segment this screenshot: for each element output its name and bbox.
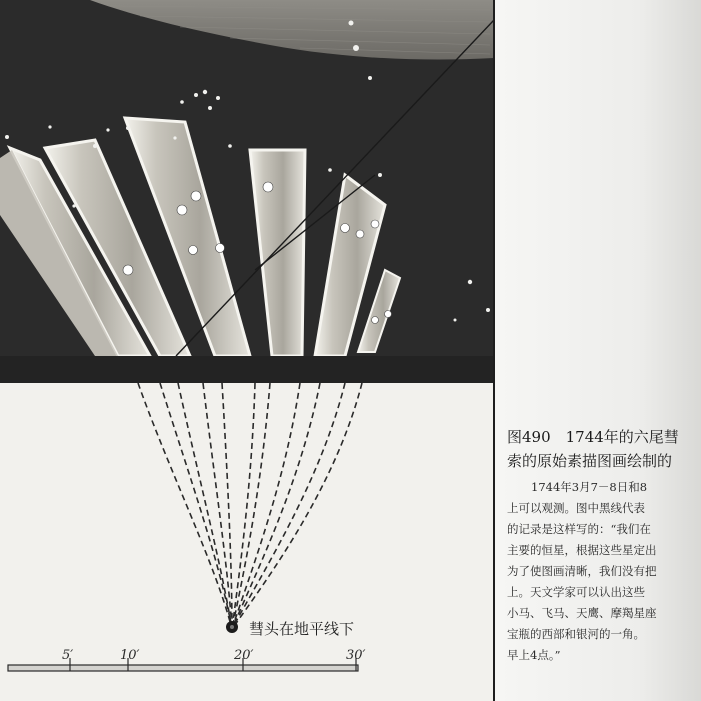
scale-bar bbox=[8, 658, 358, 671]
caption-title-line: 图490 1744年的六尾彗 bbox=[507, 428, 679, 446]
star bbox=[216, 244, 225, 253]
caption-body-line: 的记录是这样写的：“我们在 bbox=[507, 522, 651, 536]
scale-tick-label: 30′ bbox=[346, 648, 366, 663]
star bbox=[356, 230, 364, 238]
tail-line bbox=[232, 383, 300, 629]
caption-body-line: 早上4点。” bbox=[507, 648, 561, 662]
caption-body-line: 小马、飞马、天鹰、摩羯星座 bbox=[507, 606, 657, 620]
star bbox=[371, 220, 379, 228]
tail-line bbox=[232, 383, 320, 629]
comet-nucleus-icon bbox=[226, 621, 238, 633]
star bbox=[177, 205, 187, 215]
star bbox=[189, 246, 198, 255]
nucleus-label: 彗头在地平线下 bbox=[249, 620, 355, 638]
caption-column bbox=[495, 0, 701, 701]
star bbox=[385, 311, 392, 318]
star bbox=[123, 265, 133, 275]
tail-line bbox=[203, 383, 232, 629]
caption-body-line: 上可以观测。图中黑线代表 bbox=[507, 501, 645, 515]
tail-line bbox=[222, 383, 232, 629]
scale-tick-label: 10′ bbox=[120, 648, 140, 663]
scale-tick-label: 5′ bbox=[62, 648, 74, 663]
caption-body-line: 主要的恒星，根据这些星定出 bbox=[507, 543, 657, 557]
star bbox=[372, 317, 379, 324]
caption-body-line: 上。天文学家可以认出这些 bbox=[507, 585, 645, 599]
figure-caption-body bbox=[507, 477, 701, 666]
horizon-strip bbox=[0, 356, 494, 383]
star bbox=[341, 224, 350, 233]
tail-line bbox=[232, 383, 270, 629]
figure-caption-title bbox=[507, 425, 701, 473]
tail-line bbox=[232, 383, 255, 629]
caption-body-line: 宝瓶的西部和银河的一角。 bbox=[507, 627, 645, 641]
caption-title-line: 索的原始素描图画绘制的 bbox=[507, 452, 673, 470]
scale-tick-label: 20′ bbox=[234, 648, 254, 663]
dashed-tail-lines bbox=[138, 383, 362, 629]
star bbox=[191, 191, 201, 201]
caption-body-line: 1744年3月7－8日和8 bbox=[531, 480, 648, 494]
comet-tails-illustration bbox=[0, 0, 494, 383]
comet-plate bbox=[0, 0, 494, 383]
star bbox=[263, 182, 273, 192]
caption-body-line: 为了使图画清晰，我们没有把 bbox=[507, 564, 657, 578]
tail-line bbox=[232, 383, 362, 629]
